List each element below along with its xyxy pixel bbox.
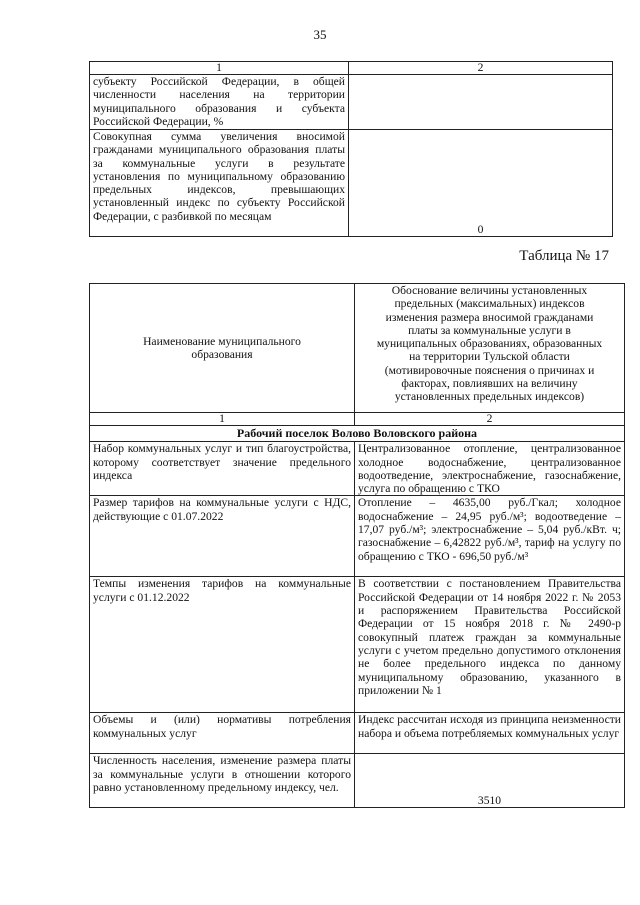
header-justification <box>355 284 625 413</box>
table-row <box>90 442 625 496</box>
table-caption: Таблица № 17 <box>519 248 609 264</box>
column-number-2: 2 <box>349 62 613 75</box>
row-value: В соответствии с постановлением Правительства Российской Федерации от 14 ноября 2022 г. № 2053 и распоряжением Правительства Российской Федерации от 15 ноября 2018 г. № 2490-р совокупный платеж граждан за коммунальные услуги с учетом предельно допустимого отклонения не более предельного индекса по данному муниципальному образованию, указанного в приложении № 1 <box>355 577 625 713</box>
header-row <box>90 284 625 413</box>
header-municipality-text: Наименование муниципального образования <box>143 334 301 361</box>
column-number-1: 1 <box>90 413 355 426</box>
continued-table <box>89 61 613 237</box>
table-row <box>90 577 625 713</box>
row-label: Размер тарифов на коммунальные услуги с НДС, действующие с 01.07.2022 <box>90 496 355 577</box>
column-number-1: 1 <box>90 62 349 75</box>
table-17 <box>89 283 625 808</box>
table-row <box>90 754 625 808</box>
row-value: Централизованное отопление, централизованное холодное водоснабжение, централизованное водоотведение, электроснабжение, газоснабжение, услуга по обращению с ТКО <box>355 442 625 496</box>
column-number-2: 2 <box>355 413 625 426</box>
page-number: 35 <box>313 27 327 42</box>
table-row <box>90 75 613 130</box>
column-number-row <box>90 62 613 75</box>
row-value: 0 <box>349 130 613 237</box>
column-number-row <box>90 413 625 426</box>
row-value <box>349 75 613 130</box>
row-label: Темпы изменения тарифов на коммунальные услуги с 01.12.2022 <box>90 577 355 713</box>
row-label: Набор коммунальных услуг и тип благоустройства, которому соответствует значение предельного индекса <box>90 442 355 496</box>
header-justification-text: Обоснование величины установленных предельных (максимальных) индексов изменения размера вносимой гражданами платы за коммунальные услуги в муниципальных образованиях, образованных на территории Тульской области (мотивировочные пояснения о причинах и факторах, повлиявших на величину установленных предельных индексов) <box>376 284 603 404</box>
table-row <box>90 496 625 577</box>
section-row <box>90 426 625 442</box>
table-row <box>90 130 613 237</box>
row-value: Индекс рассчитан исходя из принципа неизменности набора и объема потребляемых коммунальных услуг <box>355 713 625 754</box>
row-label: Объемы и (или) нормативы потребления коммунальных услуг <box>90 713 355 754</box>
section-title: Рабочий поселок Волово Воловского района <box>90 426 625 442</box>
row-label: Совокупная сумма увеличения вносимой гражданами муниципального образования платы за коммунальные услуги в результате установления по муниципальному образованию предельных индексов, превышающих установленный индекс по субъекту Российской Федерации, с разбивкой по месяцам <box>90 130 349 237</box>
row-value: Отопление – 4635,00 руб./Гкал; холодное водоснабжение – 24,95 руб./м³; водоотведение – 17,07 руб./м³; электроснабжение – 5,04 руб./кВт. ч; газоснабжение – 6,42822 руб./м³, тариф на услугу по обращению с ТКО - 696,50 руб./м³ <box>355 496 625 577</box>
table-row <box>90 713 625 754</box>
row-label: Численность населения, изменение размера платы за коммунальные услуги в отношении которого равно установленному предельному индексу, чел. <box>90 754 355 808</box>
row-label: субъекту Российской Федерации, в общей численности населения на территории муниципального образования и субъекта Российской Федерации, % <box>90 75 349 130</box>
header-municipality <box>90 284 355 413</box>
row-value: 3510 <box>355 754 625 808</box>
